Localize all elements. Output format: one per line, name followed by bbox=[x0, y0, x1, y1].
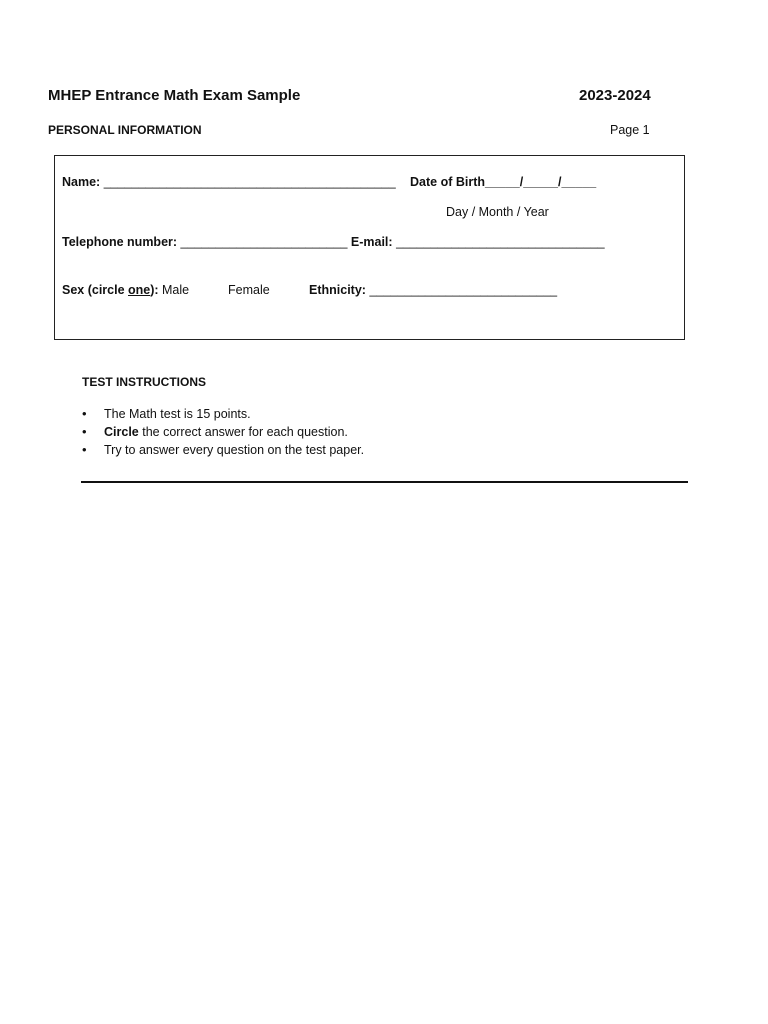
instruction-item bbox=[82, 423, 364, 441]
exam-year: 2023-2024 bbox=[579, 87, 651, 104]
sex-label-suffix: ): bbox=[150, 283, 159, 297]
sex-option-male[interactable]: Male bbox=[162, 283, 190, 297]
name-label: Name: bbox=[62, 175, 101, 189]
test-instructions-heading: TEST INSTRUCTIONS bbox=[82, 375, 207, 389]
section-divider bbox=[81, 481, 688, 483]
name-blank[interactable]: __________________________________________ bbox=[103, 175, 396, 189]
telephone-label: Telephone number: bbox=[62, 235, 178, 249]
sex-label bbox=[62, 283, 159, 297]
exam-title: MHEP Entrance Math Exam Sample bbox=[48, 87, 301, 104]
instruction-text: Try to answer every question on the test paper. bbox=[104, 443, 365, 457]
section-heading-personal-info: PERSONAL INFORMATION bbox=[48, 123, 202, 137]
bullet-icon: • bbox=[82, 442, 87, 457]
ethnicity-label: Ethnicity: bbox=[309, 283, 366, 297]
ethnicity-blank[interactable]: ___________________________ bbox=[369, 283, 558, 297]
telephone-blank[interactable]: ________________________ bbox=[180, 235, 348, 249]
email-label: E-mail: bbox=[350, 235, 393, 249]
sex-label-prefix: Sex (circle bbox=[62, 283, 129, 297]
instruction-emphasis: Circle bbox=[104, 425, 139, 439]
sex-option-female[interactable]: Female bbox=[228, 283, 270, 297]
name-field[interactable] bbox=[62, 175, 396, 189]
email-blank[interactable]: ______________________________ bbox=[396, 235, 605, 249]
instruction-text: the correct answer for each question. bbox=[138, 425, 348, 439]
instruction-item bbox=[82, 405, 364, 423]
page-number: Page 1 bbox=[610, 123, 650, 137]
telephone-field[interactable] bbox=[62, 235, 605, 249]
instruction-item bbox=[82, 441, 364, 459]
date-of-birth-field[interactable]: Date of Birth_____/_____/_____ bbox=[410, 175, 597, 189]
date-of-birth-hint: Day / Month / Year bbox=[446, 205, 549, 219]
instruction-text: The Math test is 15 points. bbox=[104, 407, 251, 421]
instructions-list bbox=[82, 405, 364, 459]
ethnicity-field[interactable] bbox=[309, 283, 557, 297]
sex-label-emphasis: one bbox=[128, 283, 151, 297]
bullet-icon: • bbox=[82, 406, 87, 421]
bullet-icon: • bbox=[82, 424, 87, 439]
